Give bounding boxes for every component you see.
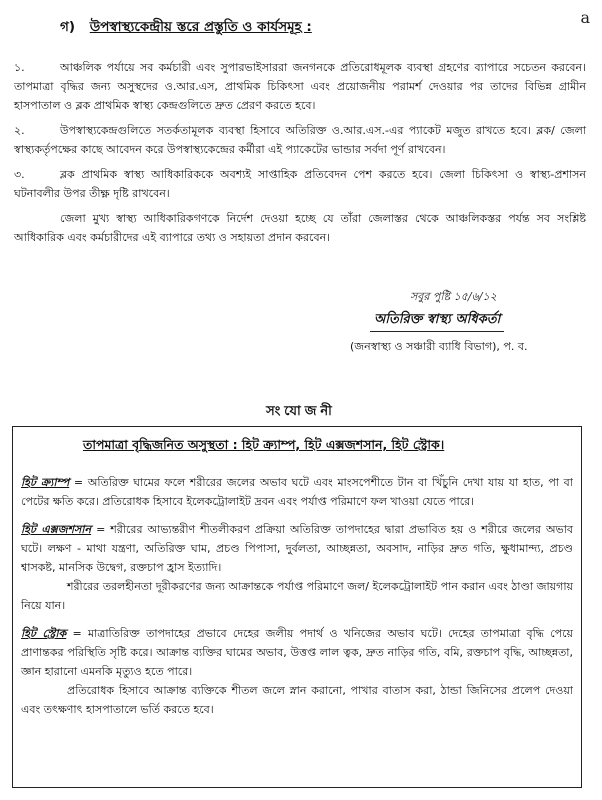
entry-extra-text: শরীরের তরলহীনতা দূরীকরণের জন্য আক্রান্তকে পর্যাপ্ত পরিমাণে জল/ ইলেকট্রোলাইট পান করান এবং ঠাণ্ডা জায়গায় নিয়ে যান। — [21, 580, 573, 612]
annexure-entries — [21, 473, 573, 728]
annexure-box — [12, 426, 582, 788]
annexure-box-heading: তাপমাত্রা বৃদ্ধিজনিত অসুস্থতা : হিট ক্র্যাম্প, হিট এক্সজশসান, হিট স্ট্রোক। — [83, 437, 445, 452]
signatory-title: অতিরিক্ত স্বাস্থ্য অধিকর্তা — [370, 310, 504, 332]
annexure-title: সংযোজনী — [266, 404, 336, 419]
paragraph-1 — [14, 58, 586, 115]
section-title: উপস্বাস্থ্যকেন্দ্রীয় স্তরে প্রস্তুতি ও কার্যসমূহ : — [89, 19, 312, 35]
paragraph-2 — [14, 121, 586, 159]
paragraph-text: ব্লক প্রাথমিক স্বাস্থ্য আধিকারিককে অবশ্যই সাপ্তাহিক প্রতিবেদন পেশ করতে হবে। জেলা চিকিৎসা ও স্বাস্থ্য-প্রশাসন ঘটনাবলীর উপর তীক্ষ্ণ দৃষ্টি রাখবেন। — [14, 168, 586, 200]
paragraph-3 — [14, 165, 586, 203]
paragraph-number: ২. — [14, 124, 25, 137]
entry-term: হিট ক্র্যাম্প — [21, 476, 70, 489]
paragraph-text: উপস্বাস্থ্যকেন্দ্রগুলিতে সতর্কতামূলক ব্যবস্থা হিসাবে অতিরিক্ত ও.আর.এস.-এর প্যাকেট মজুত রাখতে হবে। ব্লক/ জেলা স্বাস্থ্যকর্তৃপক্ষের কাছে আবেদন করে উপস্বাস্থ্যকেন্দ্রের কর্মীরা এই প্যাকেটের ভান্ডার সর্বদা পূর্ণ রাখবেন। — [14, 124, 586, 156]
paragraph-4 — [14, 209, 586, 247]
instruction-paragraphs — [14, 58, 586, 253]
entry-heat-cramp — [21, 473, 573, 511]
entry-text: = অতিরিক্ত ঘামের ফলে শরীরের জলের অভাব ঘটে এবং মাংসপেশীতে টান বা খিঁচুনি দেখা যায় যা হাত, পা বা পেটের ক্ষতি করে। প্রতিরোধক হিসাবে ইলেকট্রোলাইট দ্রবন এবং পর্যাপ্ত পরিমাণে ফল খাওয়া যেতে পারে। — [21, 476, 573, 508]
section-number: গ) — [60, 19, 76, 35]
corner-mark: a — [580, 8, 590, 27]
handwritten-initials: সবুর পুষ্টি ১৫/৬/১২ — [410, 290, 497, 303]
paragraph-number: ৩. — [14, 168, 25, 181]
department-name: (জনস্বাস্থ্য ও সঞ্চারী ব্যাধি বিভাগ), প. ব. — [350, 340, 528, 353]
entry-extra-text: প্রতিরোধক হিসাবে আক্রান্ত ব্যক্তিকে শীতল জলে স্নান করানো, পাখার বাতাস করা, ঠান্ডা জিনিসের প্রলেপ দেওয়া এবং তৎক্ষণাৎ হাসপাতালে ভর্তি করতে হবে। — [21, 684, 573, 716]
entry-term: হিট স্ট্রোক — [21, 627, 67, 640]
section-heading — [60, 16, 580, 39]
paragraph-number: ১. — [14, 61, 25, 74]
entry-text: = শরীরের আভ্যন্তরীণ শীতলীকরণ প্রক্রিয়া অতিরিক্ত তাপদাহের দ্বারা প্রভাবিত হয় ও শরীরে জলের অভাব ঘটে। লক্ষণ - মাথা যন্ত্রণা, অতিরিক্ত ঘাম, প্রচণ্ড পিপাসা, দুর্বলতা, আচ্ছন্নতা, অবসাদ, নাড়ির দ্রুত গতি, ক্ষুধামান্দ্য, প্রচণ্ড শ্বাসকষ্ট, মানসিক উদ্বেগ, রক্তচাপ হ্রাস ইত্যাদি। — [21, 523, 573, 574]
paragraph-text: জেলা মুখ্য স্বাস্থ্য আধিকারিকগণকে নির্দেশ দেওয়া হচ্ছে যে তাঁরা জেলাস্তর থেকে আঞ্চলিকস্তর পর্যন্ত সব সংশ্লিষ্ট আধিকারিক এবং কর্মচারীদের এই ব্যাপারে তথ্য ও সহায়তা প্রদান করবেন। — [14, 212, 586, 244]
entry-text: = মাত্রাতিরিক্ত তাপদাহের প্রভাবে দেহের জলীয় পদার্থ ও খনিজের অভাব ঘটে। দেহের তাপমাত্রা বৃদ্ধি পেয়ে প্রাণান্তকর পরিস্থিতি সৃষ্টি করে। আক্রান্ত ব্যক্তির ঘামের অভাব, উত্তপ্ত লাল ত্বক, দ্রুত নাড়ির গতি, বমি, রক্তচাপ বৃদ্ধি, আচ্ছন্নতা, জ্ঞান হারানো এমনকি মৃত্যুও হতে পারে। — [21, 627, 573, 678]
entry-term: হিট এক্সজশসান — [21, 523, 92, 536]
entry-heat-exhaustion — [21, 520, 573, 615]
paragraph-text: আঞ্চলিক পর্যায়ে সব কর্মচারী এবং সুপারভাইসাররা জনগনকে প্রতিরোধমূলক ব্যবস্থা গ্রহণের ব্যাপারে সচেতন করবেন। তাপমাত্রা বৃদ্ধির জন্য অসুস্থদের ও.আর.এস, প্রাথমিক চিকিৎসা এবং প্রয়োজনীয় পরামর্শ দেওয়ার পর তাদের বিভিন্ন গ্রামীন হাসপাতাল ও ব্লক প্রাথমিক স্বাস্থ্য কেন্দ্রগুলিতে দ্রুত প্রেরণ করতে হবে। — [14, 61, 586, 112]
entry-heat-stroke — [21, 624, 573, 719]
